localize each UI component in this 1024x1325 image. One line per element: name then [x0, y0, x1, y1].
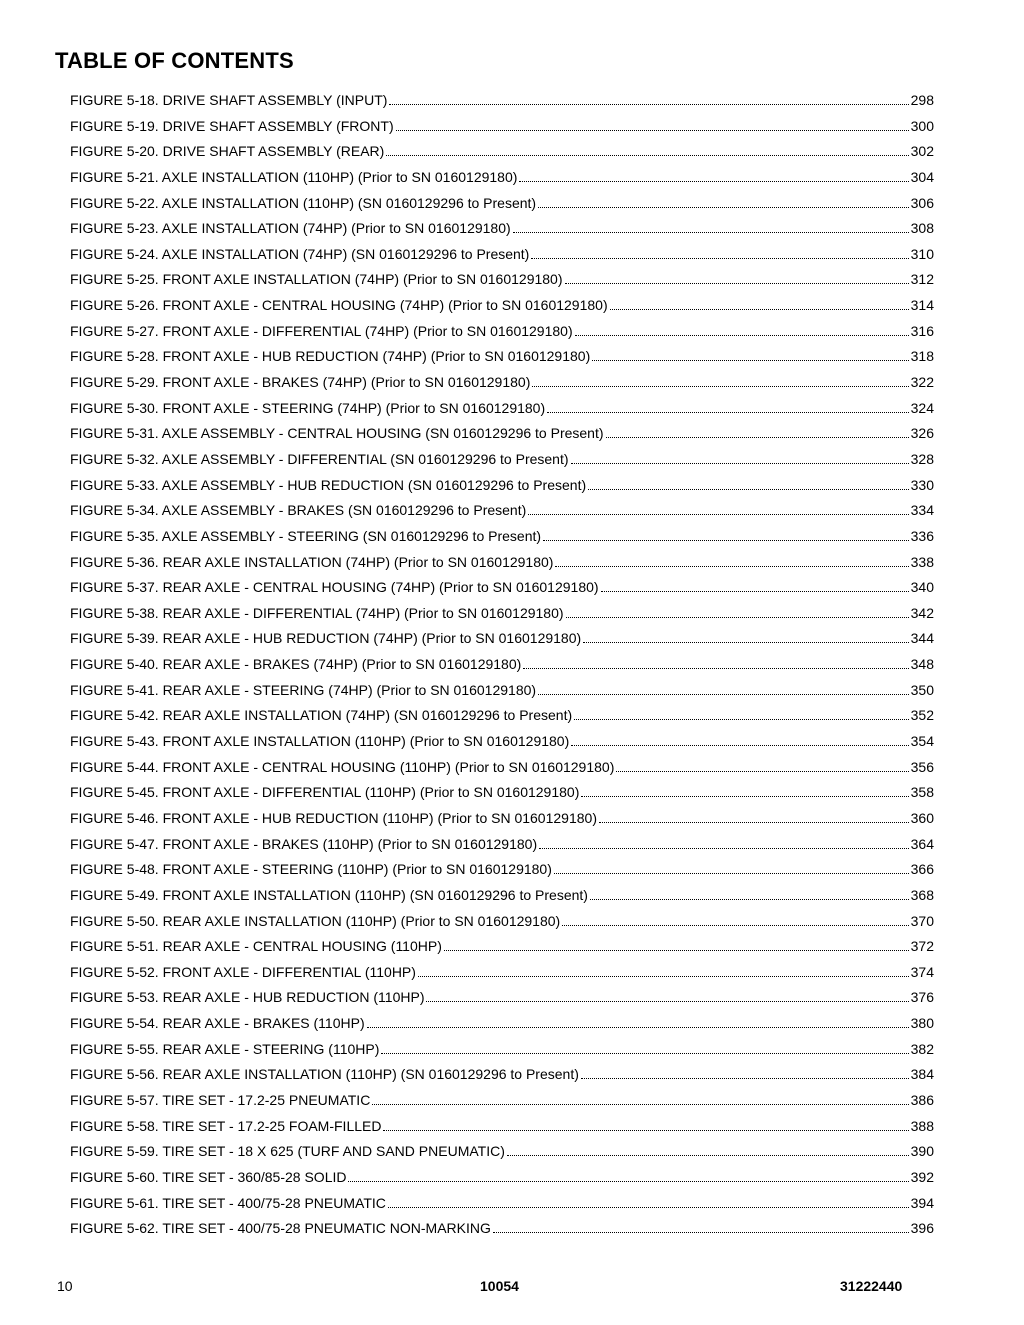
toc-entry[interactable]	[70, 473, 934, 499]
toc-entry-title: FIGURE 5-34. AXLE ASSEMBLY - BRAKES (SN 0160129296 to Present)	[70, 502, 527, 519]
toc-entry-page: 384	[910, 1066, 934, 1083]
toc-entry[interactable]	[70, 883, 934, 909]
toc-dot-leader	[528, 514, 908, 515]
toc-entry[interactable]	[70, 960, 934, 986]
toc-dot-leader	[581, 1078, 909, 1079]
toc-entry-title: FIGURE 5-42. REAR AXLE INSTALLATION (74HP) (SN 0160129296 to Present)	[70, 707, 573, 724]
toc-entry[interactable]	[70, 1011, 934, 1037]
toc-entry-title: FIGURE 5-49. FRONT AXLE INSTALLATION (110HP) (SN 0160129296 to Present)	[70, 886, 588, 903]
toc-entry-title: FIGURE 5-22. AXLE INSTALLATION (110HP) (SN 0160129296 to Present)	[70, 194, 537, 211]
toc-entry-title: FIGURE 5-24. AXLE INSTALLATION (74HP) (SN 0160129296 to Present)	[70, 245, 530, 262]
toc-entry-page: 376	[910, 989, 934, 1006]
toc-entry-title: FIGURE 5-30. FRONT AXLE - STEERING (74HP) (Prior to SN 0160129180)	[70, 399, 546, 416]
toc-entry[interactable]	[70, 1088, 934, 1114]
toc-entry[interactable]	[70, 498, 934, 524]
toc-entry[interactable]	[70, 1062, 934, 1088]
toc-entry-page: 340	[910, 579, 934, 596]
toc-entry[interactable]	[70, 447, 934, 473]
toc-entry[interactable]	[70, 1165, 934, 1191]
toc-dot-leader	[616, 771, 908, 772]
toc-entry-page: 324	[910, 399, 934, 416]
toc-dot-leader	[531, 258, 908, 259]
toc-entry-page: 372	[910, 938, 934, 955]
toc-dot-leader	[372, 1104, 908, 1105]
toc-entry-page: 306	[910, 194, 934, 211]
toc-entry[interactable]	[70, 934, 934, 960]
toc-dot-leader	[571, 745, 908, 746]
toc-entry[interactable]	[70, 729, 934, 755]
toc-dot-leader	[388, 1207, 909, 1208]
toc-dot-leader	[523, 668, 908, 669]
toc-entry-page: 392	[910, 1168, 934, 1185]
toc-entry-page: 386	[910, 1091, 934, 1108]
toc-entry[interactable]	[70, 806, 934, 832]
toc-entry-title: FIGURE 5-51. REAR AXLE - CENTRAL HOUSING (110HP)	[70, 938, 442, 955]
toc-entry-title: FIGURE 5-55. REAR AXLE - STEERING (110HP)	[70, 1040, 380, 1057]
toc-entry-page: 318	[910, 348, 934, 365]
toc-entry-page: 344	[910, 630, 934, 647]
toc-dot-leader	[581, 796, 908, 797]
page-title: TABLE OF CONTENTS	[55, 48, 294, 73]
footer-page-number: 10	[57, 1278, 73, 1294]
toc-dot-leader	[601, 591, 909, 592]
toc-entry-page: 298	[910, 92, 934, 108]
toc-entry-title: FIGURE 5-41. REAR AXLE - STEERING (74HP) (Prior to SN 0160129180)	[70, 681, 537, 698]
toc-entry[interactable]	[70, 1139, 934, 1165]
toc-entry-page: 388	[910, 1117, 934, 1134]
toc-dot-leader	[519, 181, 908, 182]
toc-entry-title: FIGURE 5-32. AXLE ASSEMBLY - DIFFERENTIAL (SN 0160129296 to Present)	[70, 450, 569, 467]
toc-dot-leader	[555, 566, 908, 567]
page-footer	[0, 1278, 1024, 1298]
toc-dot-leader	[507, 1155, 909, 1156]
toc-dot-leader	[562, 925, 908, 926]
toc-entry-page: 358	[910, 784, 934, 801]
toc-entry-page: 374	[910, 963, 934, 980]
toc-entry[interactable]	[70, 780, 934, 806]
toc-entry[interactable]	[70, 652, 934, 678]
toc-dot-leader	[571, 463, 909, 464]
toc-entry[interactable]	[70, 524, 934, 550]
toc-entry[interactable]	[70, 1191, 934, 1217]
toc-dot-leader	[539, 848, 909, 849]
toc-entry-page: 360	[910, 809, 934, 826]
toc-entry-title: FIGURE 5-19. DRIVE SHAFT ASSEMBLY (FRONT)	[70, 117, 394, 134]
toc-dot-leader	[610, 309, 909, 310]
toc-dot-leader	[381, 1053, 908, 1054]
toc-entry-page: 390	[910, 1143, 934, 1160]
toc-entry[interactable]	[70, 1037, 934, 1063]
toc-entry-title: FIGURE 5-26. FRONT AXLE - CENTRAL HOUSING (74HP) (Prior to SN 0160129180)	[70, 297, 608, 314]
toc-entry-page: 380	[910, 1015, 934, 1032]
toc-entry-title: FIGURE 5-40. REAR AXLE - BRAKES (74HP) (Prior to SN 0160129180)	[70, 656, 522, 673]
toc-entry-page: 312	[910, 271, 934, 288]
toc-entry-page: 342	[910, 604, 934, 621]
toc-dot-leader	[383, 1130, 908, 1131]
toc-entry[interactable]	[70, 370, 934, 396]
toc-dot-leader	[418, 976, 909, 977]
toc-entry-title: FIGURE 5-39. REAR AXLE - HUB REDUCTION (74HP) (Prior to SN 0160129180)	[70, 630, 582, 647]
toc-entry-page: 352	[910, 707, 934, 724]
toc-entry[interactable]	[70, 344, 934, 370]
toc-entry-page: 396	[910, 1220, 934, 1237]
toc-entry-page: 334	[910, 502, 934, 519]
toc-dot-leader	[444, 950, 909, 951]
toc-entry-title: FIGURE 5-27. FRONT AXLE - DIFFERENTIAL (74HP) (Prior to SN 0160129180)	[70, 322, 573, 339]
toc-entry-title: FIGURE 5-48. FRONT AXLE - STEERING (110HP) (Prior to SN 0160129180)	[70, 861, 552, 878]
toc-dot-leader	[590, 899, 909, 900]
toc-entry[interactable]	[70, 909, 934, 935]
toc-entry-title: FIGURE 5-43. FRONT AXLE INSTALLATION (110HP) (Prior to SN 0160129180)	[70, 733, 570, 750]
toc-entry[interactable]	[70, 88, 934, 114]
toc-entry-title: FIGURE 5-50. REAR AXLE INSTALLATION (110HP) (Prior to SN 0160129180)	[70, 912, 561, 929]
toc-dot-leader	[574, 719, 909, 720]
toc-entry[interactable]	[70, 678, 934, 704]
toc-entry-title: FIGURE 5-52. FRONT AXLE - DIFFERENTIAL (110HP)	[70, 963, 416, 980]
toc-entry[interactable]	[70, 626, 934, 652]
toc-entry[interactable]	[70, 139, 934, 165]
toc-entry-page: 322	[910, 374, 934, 391]
toc-entry[interactable]	[70, 575, 934, 601]
toc-entry-page: 310	[910, 245, 934, 262]
toc-entry-page: 366	[910, 861, 934, 878]
toc-entry[interactable]	[70, 267, 934, 293]
toc-dot-leader	[592, 360, 908, 361]
toc-entry[interactable]	[70, 114, 934, 140]
footer-document-number: 31222440	[840, 1278, 903, 1294]
toc-dot-leader	[513, 232, 909, 233]
toc-entry-title: FIGURE 5-33. AXLE ASSEMBLY - HUB REDUCTION (SN 0160129296 to Present)	[70, 476, 587, 493]
toc-entry-page: 330	[910, 476, 934, 493]
toc-entry-title: FIGURE 5-61. TIRE SET - 400/75-28 PNEUMATIC	[70, 1194, 386, 1211]
toc-entry[interactable]	[70, 191, 934, 217]
toc-entry-page: 370	[910, 912, 934, 929]
toc-entry-page: 314	[910, 297, 934, 314]
toc-entry[interactable]	[70, 165, 934, 191]
toc-dot-leader	[538, 694, 909, 695]
toc-entry-title: FIGURE 5-54. REAR AXLE - BRAKES (110HP)	[70, 1015, 365, 1032]
toc-entry-title: FIGURE 5-62. TIRE SET - 400/75-28 PNEUMATIC NON-MARKING	[70, 1220, 491, 1237]
toc-entry-title: FIGURE 5-45. FRONT AXLE - DIFFERENTIAL (110HP) (Prior to SN 0160129180)	[70, 784, 580, 801]
toc-dot-leader	[566, 617, 909, 618]
toc-dot-leader	[426, 1001, 908, 1002]
toc-dot-leader	[348, 1181, 908, 1182]
toc-entry-title: FIGURE 5-35. AXLE ASSEMBLY - STEERING (SN 0160129296 to Present)	[70, 527, 542, 544]
toc-entry[interactable]	[70, 293, 934, 319]
toc-entry-page: 300	[910, 117, 934, 134]
toc-entry-title: FIGURE 5-36. REAR AXLE INSTALLATION (74HP) (Prior to SN 0160129180)	[70, 553, 554, 570]
toc-entry[interactable]	[70, 421, 934, 447]
toc-entry-title: FIGURE 5-21. AXLE INSTALLATION (110HP) (Prior to SN 0160129180)	[70, 168, 518, 185]
toc-dot-leader	[606, 437, 909, 438]
toc-entry[interactable]	[70, 396, 934, 422]
toc-entry-title: FIGURE 5-38. REAR AXLE - DIFFERENTIAL (74HP) (Prior to SN 0160129180)	[70, 604, 564, 621]
toc-entry[interactable]	[70, 1216, 934, 1242]
toc-entry-title: FIGURE 5-28. FRONT AXLE - HUB REDUCTION (74HP) (Prior to SN 0160129180)	[70, 348, 591, 365]
toc-dot-leader	[588, 489, 909, 490]
toc-entry-title: FIGURE 5-46. FRONT AXLE - HUB REDUCTION (110HP) (Prior to SN 0160129180)	[70, 809, 597, 826]
toc-entry-title: FIGURE 5-37. REAR AXLE - CENTRAL HOUSING (74HP) (Prior to SN 0160129180)	[70, 579, 599, 596]
footer-center-code: 10054	[480, 1278, 519, 1294]
toc-entry[interactable]	[70, 985, 934, 1011]
toc-entry-title: FIGURE 5-25. FRONT AXLE INSTALLATION (74HP) (Prior to SN 0160129180)	[70, 271, 563, 288]
toc-entry-title: FIGURE 5-23. AXLE INSTALLATION (74HP) (Prior to SN 0160129180)	[70, 220, 511, 237]
toc-entry-title: FIGURE 5-18. DRIVE SHAFT ASSEMBLY (INPUT)	[70, 92, 388, 108]
toc-dot-leader	[532, 386, 908, 387]
toc-entry[interactable]	[70, 1114, 934, 1140]
toc-entry-title: FIGURE 5-29. FRONT AXLE - BRAKES (74HP) (Prior to SN 0160129180)	[70, 374, 531, 391]
toc-dot-leader	[538, 207, 909, 208]
toc-entry-title: FIGURE 5-47. FRONT AXLE - BRAKES (110HP) (Prior to SN 0160129180)	[70, 835, 538, 852]
toc-entry[interactable]	[70, 832, 934, 858]
toc-entry-page: 356	[910, 758, 934, 775]
toc-entry-page: 316	[910, 322, 934, 339]
toc-dot-leader	[565, 283, 909, 284]
toc-entry-title: FIGURE 5-44. FRONT AXLE - CENTRAL HOUSING (110HP) (Prior to SN 0160129180)	[70, 758, 615, 775]
toc-dot-leader	[396, 130, 909, 131]
toc-dot-leader	[547, 412, 909, 413]
toc-dot-leader	[583, 642, 908, 643]
toc-entry[interactable]	[70, 601, 934, 627]
toc-entry-title: FIGURE 5-60. TIRE SET - 360/85-28 SOLID	[70, 1168, 347, 1185]
toc-entry[interactable]	[70, 216, 934, 242]
toc-entry[interactable]	[70, 703, 934, 729]
toc-entry-page: 394	[910, 1194, 934, 1211]
toc-entry-title: FIGURE 5-53. REAR AXLE - HUB REDUCTION (110HP)	[70, 989, 425, 1006]
toc-dot-leader	[386, 155, 908, 156]
toc-entry[interactable]	[70, 755, 934, 781]
toc-entry-page: 336	[910, 527, 934, 544]
toc-dot-leader	[367, 1027, 909, 1028]
toc-entry-page: 328	[910, 450, 934, 467]
toc-entry-title: FIGURE 5-20. DRIVE SHAFT ASSEMBLY (REAR)	[70, 143, 385, 160]
toc-entry-page: 354	[910, 733, 934, 750]
toc-entry-page: 304	[910, 168, 934, 185]
toc-entry[interactable]	[70, 319, 934, 345]
toc-entry-page: 302	[910, 143, 934, 160]
toc-entry-title: FIGURE 5-58. TIRE SET - 17.2-25 FOAM-FILLED	[70, 1117, 382, 1134]
toc-entry[interactable]	[70, 857, 934, 883]
toc-entry-page: 348	[910, 656, 934, 673]
toc-dot-leader	[389, 104, 908, 105]
toc-entry-page: 368	[910, 886, 934, 903]
toc-entry[interactable]	[70, 550, 934, 576]
toc-entry-page: 382	[910, 1040, 934, 1057]
toc-entry-title: FIGURE 5-56. REAR AXLE INSTALLATION (110HP) (SN 0160129296 to Present)	[70, 1066, 579, 1083]
toc-entry-page: 308	[910, 220, 934, 237]
toc-entry-page: 350	[910, 681, 934, 698]
toc-entry-title: FIGURE 5-59. TIRE SET - 18 X 625 (TURF AND SAND PNEUMATIC)	[70, 1143, 505, 1160]
table-of-contents	[70, 88, 934, 1242]
toc-entry[interactable]	[70, 242, 934, 268]
toc-entry-page: 364	[910, 835, 934, 852]
toc-dot-leader	[493, 1232, 909, 1233]
toc-entry-page: 338	[910, 553, 934, 570]
toc-dot-leader	[543, 540, 909, 541]
toc-dot-leader	[575, 335, 909, 336]
toc-dot-leader	[554, 873, 909, 874]
toc-entry-page: 326	[910, 425, 934, 442]
toc-entry-title: FIGURE 5-31. AXLE ASSEMBLY - CENTRAL HOUSING (SN 0160129296 to Present)	[70, 425, 604, 442]
toc-entry-title: FIGURE 5-57. TIRE SET - 17.2-25 PNEUMATIC	[70, 1091, 371, 1108]
toc-dot-leader	[599, 822, 909, 823]
